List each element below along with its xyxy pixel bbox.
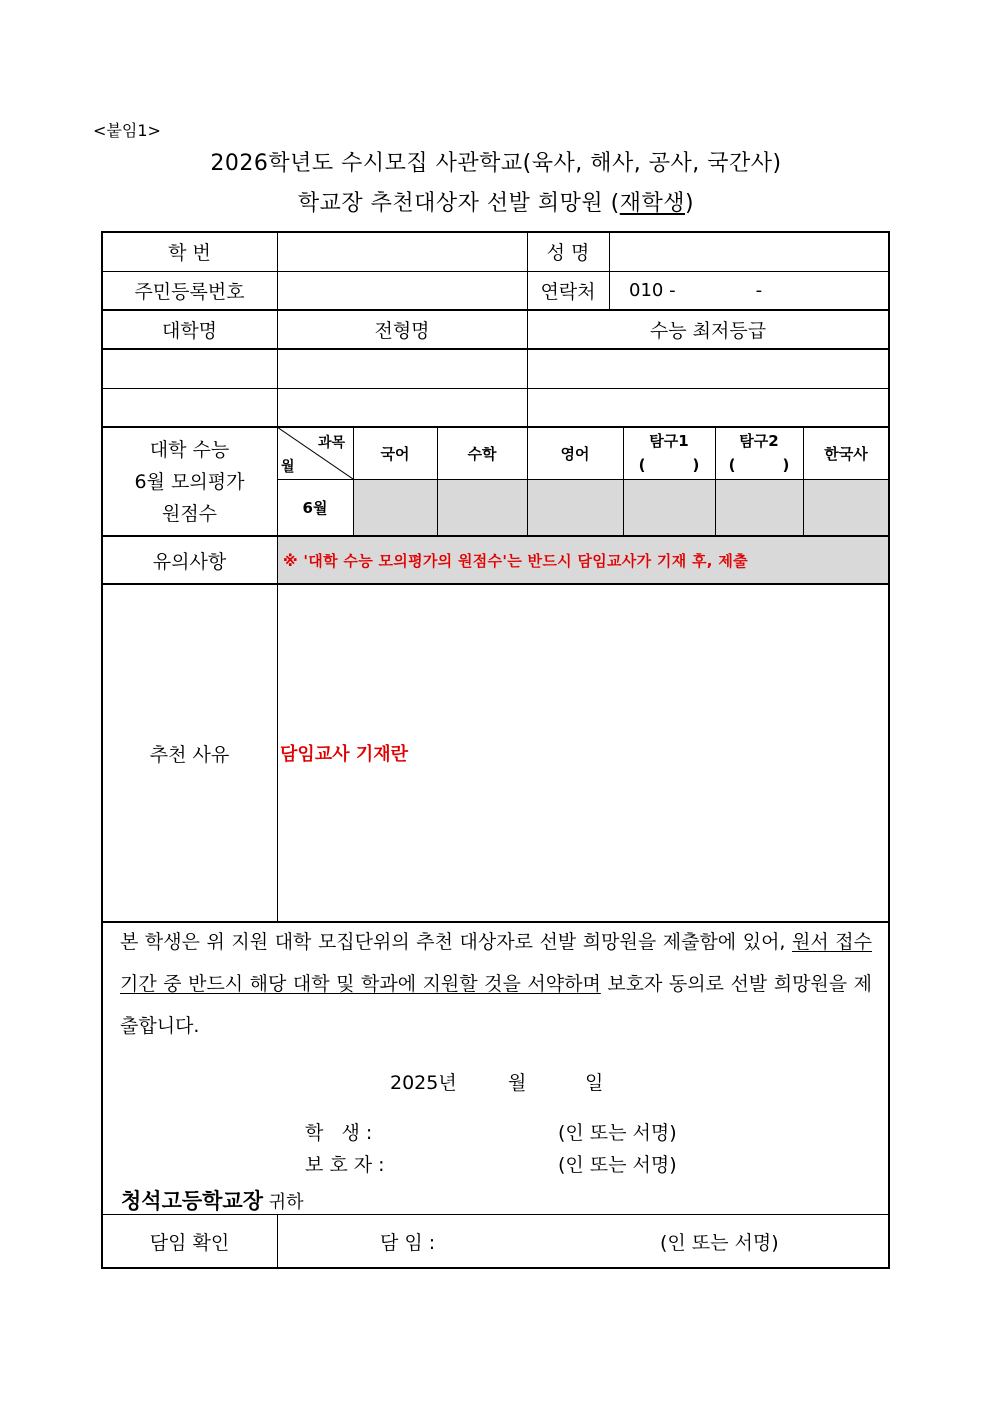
pledge-part1: 본 학생은 위 지원 대학 모집단위의 추천 대상자로 선발 희망원을 제출함에 있어, xyxy=(120,931,793,953)
student-sign-note[interactable]: (인 또는 서명) xyxy=(558,1122,677,1144)
diagonal-bottom-label: 월 xyxy=(281,459,295,475)
subject-inquiry2-paren[interactable]: ( ) xyxy=(728,456,790,474)
score-input-area[interactable] xyxy=(353,479,889,536)
resident-number-label: 주민등록번호 xyxy=(134,281,245,303)
attachment-label: <붙임1> xyxy=(93,121,161,140)
title-underlined: 재학생 xyxy=(619,191,685,216)
homeroom-confirm-label: 담임 확인 xyxy=(149,1231,230,1254)
title-suffix: ) xyxy=(685,191,695,216)
caution-label: 유의사항 xyxy=(152,550,227,573)
date-year[interactable]: 2025년 xyxy=(390,1072,457,1094)
subject-english: 영어 xyxy=(560,444,590,463)
subject-inquiry2 xyxy=(715,427,803,479)
mock-exam-label xyxy=(102,427,277,536)
student-sign-label: 학 생 : xyxy=(305,1122,373,1144)
subject-inquiry2-label: 탐구2 xyxy=(739,432,779,450)
addressee-school: 청석고등학교장 xyxy=(121,1189,264,1213)
reason-label: 추천 사유 xyxy=(149,743,230,766)
pledge-text xyxy=(120,921,872,1047)
mock-exam-label-line2: 6월 모의평가 xyxy=(134,470,245,493)
pledge-underlined: 원서 접수 기간 중 반드시 해당 대학 및 학과에 지원할 것을 서약하며 xyxy=(120,931,873,995)
subject-math: 수학 xyxy=(467,444,497,463)
subject-korean: 국어 xyxy=(380,444,410,463)
form-title-line1: 2026학년도 수시모집 사관학교(육사, 해사, 공사, 국간사) xyxy=(210,151,782,176)
csat-minimum-field-2[interactable] xyxy=(527,388,889,427)
reason-field[interactable] xyxy=(277,584,889,922)
guardian-sign-label: 보 호 자 : xyxy=(305,1154,385,1176)
pledge-part2: 보호자 동의로 선발 희망원을 제출합니다. xyxy=(120,973,873,1037)
addressee xyxy=(121,1185,304,1215)
name-label: 성 명 xyxy=(546,242,590,264)
mock-exam-label-line3: 원점수 xyxy=(161,502,218,525)
subject-korean-history: 한국사 xyxy=(824,444,868,463)
contact-label: 연락처 xyxy=(540,281,596,303)
subject-inquiry1-paren[interactable]: ( ) xyxy=(638,456,700,474)
university-header: 대학명 xyxy=(161,320,218,342)
csat-minimum-header: 수능 최저등급 xyxy=(649,320,767,342)
diagonal-top-label: 과목 xyxy=(318,435,346,451)
name-field[interactable] xyxy=(609,232,889,271)
resident-number-field[interactable] xyxy=(277,271,527,310)
homeroom-sign-note[interactable]: (인 또는 서명) xyxy=(660,1232,779,1254)
admission-type-field-1[interactable] xyxy=(277,349,527,388)
reason-hint: 담임교사 기재란 xyxy=(280,744,408,765)
student-number-label: 학 번 xyxy=(168,242,211,264)
admission-type-header: 전형명 xyxy=(374,320,430,342)
csat-minimum-field-1[interactable] xyxy=(527,349,889,388)
admission-type-field-2[interactable] xyxy=(277,388,527,427)
guardian-sign-note[interactable]: (인 또는 서명) xyxy=(558,1154,677,1176)
addressee-suffix: 귀하 xyxy=(263,1192,304,1213)
date-day[interactable]: 일 xyxy=(585,1072,604,1094)
subject-inquiry1 xyxy=(623,427,715,479)
university-field-1[interactable] xyxy=(102,349,277,388)
caution-text: ※ '대학 수능 모의평가의 원점수'는 반드시 담임교사가 기재 후, 제출 xyxy=(283,551,748,570)
form-title-line2 xyxy=(0,186,992,217)
university-field-2[interactable] xyxy=(102,388,277,427)
date-month[interactable]: 월 xyxy=(508,1072,527,1094)
student-number-field[interactable] xyxy=(277,232,527,271)
mock-exam-label-line1: 대학 수능 xyxy=(149,438,230,461)
homeroom-teacher-label: 담 임 : xyxy=(380,1232,436,1254)
subject-inquiry1-label: 탐구1 xyxy=(649,432,689,450)
contact-field[interactable]: 010 - - xyxy=(629,280,763,301)
title-prefix: 학교장 추천대상자 선발 희망원 ( xyxy=(297,191,620,216)
month-label: 6월 xyxy=(302,499,328,517)
